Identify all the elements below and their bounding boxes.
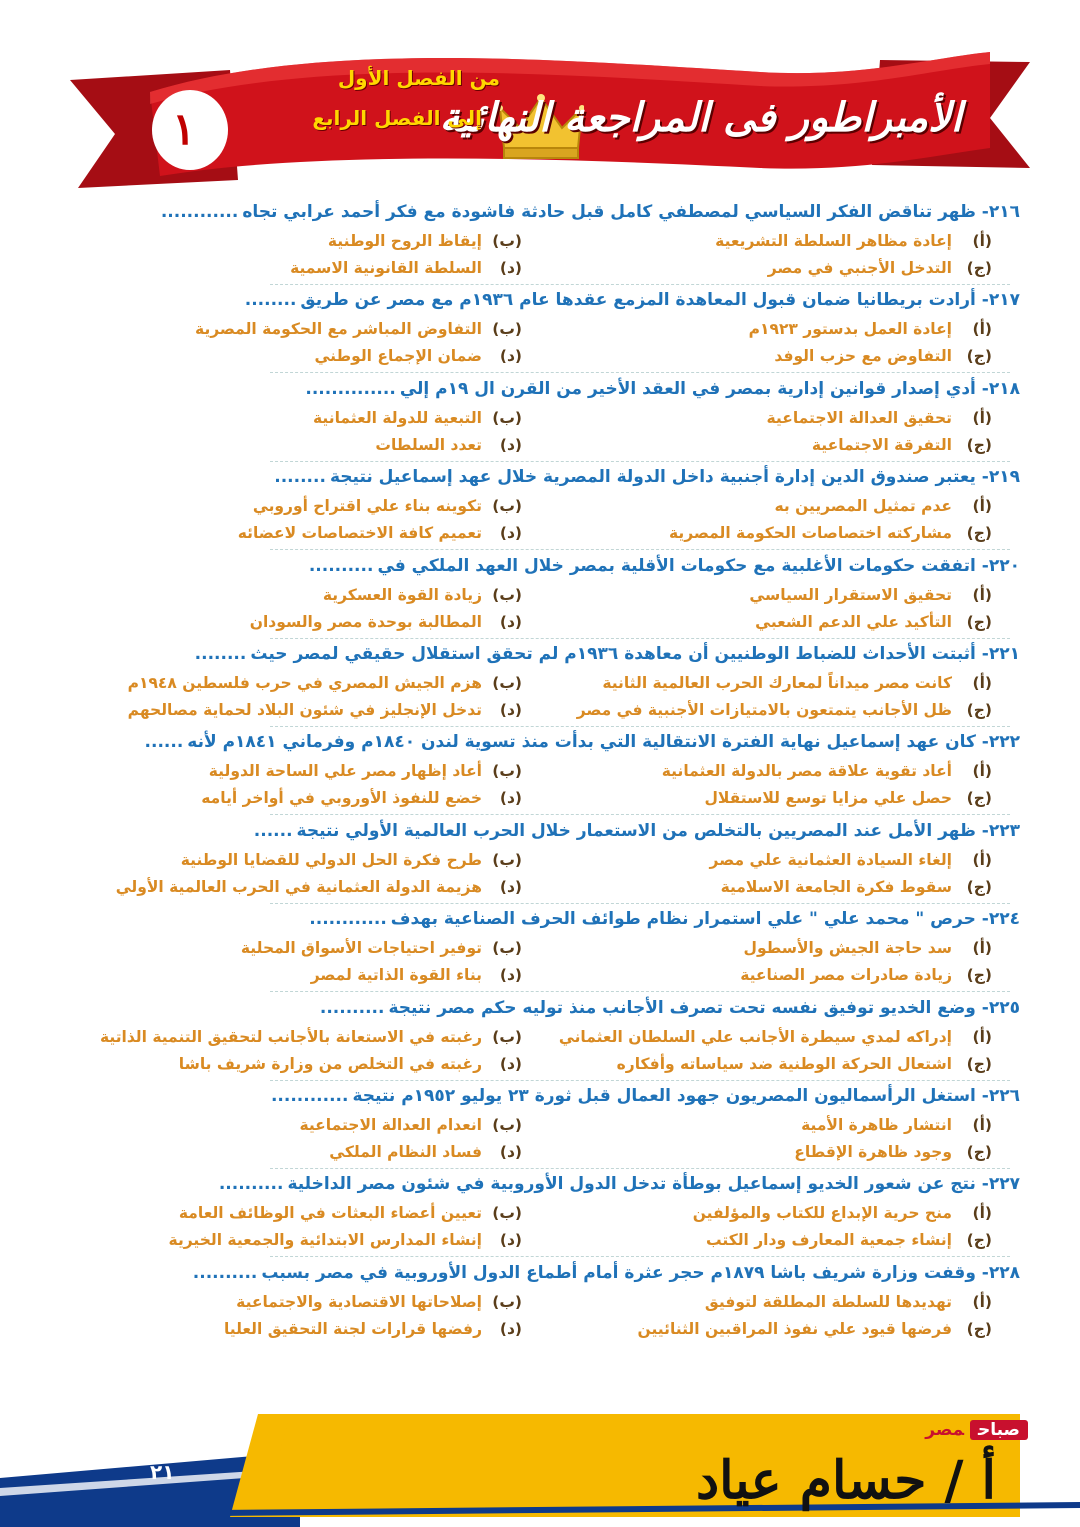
option-text: إيقاظ الروح الوطنية — [327, 232, 482, 250]
option-letter: (أ) — [972, 762, 992, 781]
option-letter: (ب) — [492, 497, 522, 516]
answer-option — [706, 1227, 992, 1253]
option-letter: (د) — [499, 524, 522, 543]
option-text: اشتعال الحركة الوطنية ضد سياساته وأفكاره — [616, 1054, 952, 1073]
answer-option — [662, 758, 992, 784]
option-letter: (د) — [499, 701, 522, 719]
question-item — [0, 815, 1080, 903]
option-letter: (ب) — [492, 585, 522, 604]
question-text: ٢١٧- أرادت بريطانيا ضمان قبول المعاهدة المزمع عقدها عام ١٩٣٦م مع مصر عن طريق — [300, 290, 1020, 311]
option-text: أعاد إظهار مصر علي الساحة الدولية — [208, 762, 482, 781]
option-letter: (أ) — [972, 1204, 992, 1223]
option-text: فساد النظام الملكي — [329, 1143, 482, 1161]
option-text: سقوط فكرة الجامعة الاسلامية — [720, 877, 952, 896]
option-letter: (د) — [499, 612, 522, 631]
option-letter: (د) — [499, 966, 522, 985]
option-letter: (أ) — [972, 1027, 992, 1046]
question-item — [0, 726, 1080, 814]
answer-option — [740, 962, 992, 988]
option-text: هزيمة الدولة العثمانية في الحرب العالمية الأولي — [115, 877, 482, 896]
option-text: تدخل الإنجليز في شئون البلاد لحماية مصالحهم — [127, 701, 482, 719]
question-item — [0, 638, 1080, 726]
question-item — [0, 196, 1080, 284]
option-text: إلغاء السيادة العثمانية علي مصر — [709, 850, 952, 869]
option-text: بناء القوة الذاتية لمصر — [310, 966, 482, 985]
option-letter: (ج) — [966, 435, 992, 454]
answer-blank: .............. — [305, 378, 396, 399]
option-letter: (ج) — [966, 1143, 992, 1161]
option-letter: (د) — [499, 1231, 522, 1250]
option-text: توفير احتياجات الأسواق المحلية — [240, 939, 482, 958]
option-text: هزم الجيش المصري في حرب فلسطين ١٩٤٨م — [127, 674, 482, 692]
page-number: ٢١ — [150, 1460, 175, 1484]
question-stem — [274, 461, 1020, 493]
option-text: تحقيق الاستقرار السياسي — [749, 585, 952, 604]
option-text: إنشاء المدارس الابتدائية والجمعية الخيرية — [168, 1231, 482, 1250]
option-text: ظل الأجانب يتمتعون بالامتيازات الأجنبية في مصر — [576, 701, 952, 719]
question-text: ٢١٨- أدي إصدار قوانين إدارية بمصر في العقد الأخير من القرن ال ١٩م إلي — [399, 378, 1020, 399]
option-text: تعميم كافة الاختصاصات لاعضائه — [237, 524, 482, 543]
question-stem — [254, 815, 1020, 847]
option-letter: (ب) — [492, 408, 522, 427]
option-text: تكوينه بناء علي اقتراح أوروبي — [252, 497, 482, 516]
option-letter: (أ) — [972, 1292, 992, 1311]
option-text: منح حرية الإبداع للكتاب والمؤلفين — [692, 1204, 952, 1223]
question-text: ٢٢٢- كان عهد إسماعيل نهاية الفترة الانتقالية التي بدأت منذ تسوية لندن ١٨٤٠م وفرماني ١٨٤١م لأنه — [187, 732, 1020, 753]
option-letter: (ج) — [966, 612, 992, 631]
option-letter: (د) — [499, 789, 522, 808]
question-stem — [193, 1257, 1020, 1289]
option-letter: (أ) — [972, 850, 992, 869]
option-letter: (ب) — [492, 232, 522, 250]
answer-blank: ...... — [253, 820, 293, 841]
option-letter: (أ) — [972, 408, 992, 427]
option-letter: (د) — [499, 259, 522, 277]
answer-option — [224, 1316, 522, 1342]
answer-option — [313, 405, 522, 431]
answer-option — [209, 758, 522, 784]
question-text: ٢٢٨- وقفت وزارة شريف باشا ١٨٧٩م حجر عثرة أمام أطماع الدول الأوروبية في مصر بسبب — [261, 1262, 1020, 1283]
answer-blank: ............ — [160, 202, 239, 222]
option-letter: (ب) — [492, 1292, 522, 1311]
option-letter: (ج) — [966, 701, 992, 719]
answer-option — [195, 316, 522, 342]
option-letter: (ب) — [492, 674, 522, 692]
question-stem — [219, 1168, 1020, 1200]
brand-logo-part2: مصر — [925, 1420, 964, 1440]
option-text: التفرقة الاجتماعية — [811, 435, 952, 454]
option-text: أعاد تقوية علاقة مصر بالدولة العثمانية — [661, 762, 952, 781]
option-text: انعدام العدالة الاجتماعية — [299, 1116, 482, 1134]
option-text: إنشاء جمعية المعارف ودار الكتب — [705, 1231, 952, 1250]
answer-option — [767, 405, 993, 431]
option-text: التفاوض مع حزب الوفد — [774, 347, 952, 366]
answer-option — [329, 1139, 522, 1165]
answer-blank: ........ — [244, 290, 297, 311]
answer-option — [577, 697, 992, 723]
answer-option — [128, 697, 522, 723]
question-stem — [245, 284, 1020, 316]
answer-blank: .......... — [192, 1262, 258, 1283]
answer-option — [721, 874, 992, 900]
question-text: ٢٢٠- اتفقت حكومات الأغلبية مع حكومات الأقلية بمصر خلال العهد الملكي في — [377, 555, 1020, 576]
option-text: السلطة القانونية الاسمية — [290, 259, 482, 277]
answer-option — [169, 1227, 522, 1253]
option-text: حصل علي مزايا توسع للاستقلال — [704, 789, 952, 808]
question-text: ٢٢٦- استغل الرأسماليون المصريون جهود العمال قبل ثورة ٢٣ يوليو ١٩٥٢م نتيجة — [352, 1086, 1020, 1106]
option-letter: (ج) — [966, 1231, 992, 1250]
option-letter: (ج) — [966, 966, 992, 985]
question-stem — [161, 196, 1020, 228]
option-letter: (أ) — [972, 585, 992, 604]
answer-option — [311, 962, 522, 988]
option-letter: (ب) — [492, 850, 522, 869]
question-item — [0, 1168, 1080, 1256]
answer-option — [812, 432, 992, 458]
option-text: رغبته في التخلص من وزارة شريف باشا — [178, 1054, 482, 1073]
option-letter: (ج) — [966, 259, 992, 277]
answer-blank: ............ — [309, 909, 387, 930]
question-item — [0, 1080, 1080, 1168]
question-item — [0, 903, 1080, 991]
question-text: ٢٢٥- وضع الخديو توفيق نفسه تحت تصرف الأجانب منذ توليه حكم مصر نتيجة — [388, 997, 1020, 1018]
answer-option — [179, 1200, 522, 1226]
question-stem — [305, 373, 1020, 405]
question-stem — [320, 992, 1020, 1024]
option-text: التأكيد علي الدعم الشعبي — [755, 612, 952, 631]
option-letter: (ج) — [966, 1054, 992, 1073]
option-letter: (ج) — [966, 789, 992, 808]
option-text: ضمان الإجماع الوطني — [314, 347, 482, 366]
option-text: انتشار ظاهرة الأمية — [801, 1116, 952, 1134]
answer-option — [669, 520, 992, 546]
option-letter: (د) — [499, 1143, 522, 1161]
brand-logo — [925, 1417, 1028, 1443]
question-text: ٢١٦- ظهر تناقض الفكر السياسي لمصطفي كامل قبل حادثة فاشودة مع فكر أحمد عرابي تجاه — [242, 202, 1020, 222]
answer-option — [116, 874, 522, 900]
option-letter: (ج) — [966, 877, 992, 896]
option-text: زيادة القوة العسكرية — [322, 585, 482, 604]
answer-option — [749, 316, 992, 342]
question-text: ٢١٩- يعتبر صندوق الدين إدارة أجنبية داخل الدولة المصرية خلال عهد إسماعيل نتيجة — [329, 467, 1020, 488]
option-letter: (ب) — [492, 1027, 522, 1046]
option-letter: (د) — [499, 1319, 522, 1338]
option-letter: (أ) — [972, 939, 992, 958]
chapter-range-end: إلى الفصل الرابع — [312, 106, 482, 130]
question-stem — [271, 1080, 1020, 1112]
option-text: خضع للنفوذ الأوروبي في أواخر أيامه — [201, 789, 482, 808]
answer-option — [755, 609, 992, 635]
answer-option — [201, 785, 522, 811]
question-item — [0, 992, 1080, 1080]
answer-option — [181, 847, 522, 873]
option-text: رفضها قرارات لجنة التحقيق العليا — [223, 1319, 482, 1338]
question-item — [0, 1257, 1080, 1345]
answer-option — [100, 1024, 522, 1050]
option-letter: (ب) — [492, 1116, 522, 1134]
answer-blank: .......... — [308, 555, 374, 576]
answer-option — [768, 255, 992, 281]
option-letter: (أ) — [972, 232, 992, 250]
option-text: تعدد السلطات — [375, 435, 482, 454]
question-item — [0, 284, 1080, 372]
answer-option — [299, 1112, 522, 1138]
question-stem — [195, 638, 1020, 670]
answer-blank: ........ — [194, 644, 247, 664]
option-text: إدراكه لمدي سيطرة الأجانب علي السلطان العثماني — [558, 1027, 952, 1046]
option-letter: (د) — [499, 435, 522, 454]
answer-option — [238, 520, 522, 546]
question-stem — [309, 903, 1020, 935]
answer-option — [774, 343, 992, 369]
answer-option — [328, 228, 522, 254]
option-text: المطالبة بوحدة مصر والسودان — [249, 612, 482, 631]
option-text: مشاركته اختصاصات الحكومة المصرية — [668, 524, 952, 543]
option-text: سد حاجة الجيش والأسطول — [743, 939, 952, 958]
answer-blank: ...... — [144, 732, 184, 753]
option-letter: (ب) — [492, 939, 522, 958]
answer-option — [236, 1289, 522, 1315]
option-letter: (أ) — [972, 674, 992, 692]
option-text: التدخل الأجنبي في مصر — [767, 259, 952, 277]
answer-option — [602, 670, 992, 696]
question-item — [0, 550, 1080, 638]
answer-option — [704, 785, 992, 811]
option-letter: (ج) — [966, 347, 992, 366]
option-letter: (ب) — [492, 1204, 522, 1223]
page-header — [0, 0, 1080, 200]
page-title: الأمبراطور فى المراجعة النهائية — [439, 94, 962, 141]
answer-option — [715, 228, 992, 254]
option-letter: (د) — [499, 1054, 522, 1073]
answer-option — [290, 255, 522, 281]
page-footer — [0, 1412, 1080, 1527]
answer-option — [559, 1024, 992, 1050]
option-letter: (ج) — [966, 524, 992, 543]
answer-option — [744, 935, 993, 961]
option-text: وجود ظاهرة الإقطاع — [794, 1143, 952, 1161]
answer-option — [705, 1289, 992, 1315]
option-text: كانت مصر ميداناً لمعارك الحرب العالمية الثانية — [602, 674, 952, 692]
chapter-range-start: من الفصل الأول — [337, 66, 500, 90]
answer-blank: .......... — [319, 997, 385, 1018]
option-letter: (أ) — [972, 320, 992, 339]
answer-blank: ............ — [270, 1086, 349, 1106]
option-text: تحقيق العدالة الاجتماعية — [766, 408, 952, 427]
answer-option — [323, 582, 522, 608]
answer-option — [710, 847, 992, 873]
answer-option — [315, 343, 523, 369]
option-text: تهديدها للسلطة المطلقة لتوفيق — [704, 1292, 952, 1311]
answer-option — [617, 1051, 992, 1077]
option-letter: (ب) — [492, 762, 522, 781]
option-text: التفاوض المباشر مع الحكومة المصرية — [195, 320, 482, 339]
option-text: إعادة العمل بدستور ١٩٢٣م — [748, 320, 952, 339]
answer-option — [794, 1139, 992, 1165]
question-stem — [309, 550, 1020, 582]
option-text: رغبته في الاستعانة بالأجانب لتحقيق التنمية الذاتية — [99, 1027, 482, 1046]
question-text: ٢٢٣- ظهر الأمل عند المصريين بالتخلص من الاستعمار خلال الحرب العالمية الأولي نتيجة — [296, 820, 1020, 841]
answer-blank: ........ — [274, 467, 326, 488]
question-text: ٢٢١- أثبتت الأحداث للضباط الوطنيين أن معاهدة ١٩٣٦م لم تحقق استقلال حقيقي لمصر حيث — [250, 644, 1020, 664]
answer-option — [241, 935, 522, 961]
option-letter: (ب) — [492, 320, 522, 339]
part-number: ١ — [172, 104, 196, 155]
answer-option — [774, 493, 992, 519]
brand-logo-part1: صباح — [970, 1420, 1028, 1440]
answer-option — [749, 582, 992, 608]
option-text: إعادة مظاهر السلطة التشريعية — [715, 232, 952, 250]
option-text: عدم تمثيل المصريين به — [774, 497, 952, 516]
answer-option — [375, 432, 522, 458]
answer-option — [253, 493, 522, 519]
answer-option — [250, 609, 522, 635]
option-text: طرح فكرة الحل الدولي للقضايا الوطنية — [180, 850, 482, 869]
option-letter: (أ) — [972, 497, 992, 516]
answer-option — [638, 1316, 992, 1342]
answer-option — [179, 1051, 522, 1077]
option-letter: (أ) — [972, 1116, 992, 1134]
question-text: ٢٢٤- حرص " محمد علي " علي استمرار نظام طوائف الحرف الصناعية بهدف — [390, 909, 1020, 930]
option-text: التبعية للدولة العثمانية — [313, 408, 482, 427]
option-text: تعيين أعضاء البعثات في الوظائف العامة — [178, 1204, 482, 1223]
question-item — [0, 461, 1080, 549]
answer-blank: .......... — [218, 1174, 284, 1195]
option-letter: (د) — [499, 347, 522, 366]
option-text: إصلاحاتها الاقتصادية والاجتماعية — [236, 1292, 482, 1311]
answer-option — [693, 1200, 992, 1226]
option-letter: (د) — [499, 877, 522, 896]
question-item — [0, 373, 1080, 461]
author-name: أ / حسام عياد — [695, 1450, 996, 1511]
option-text: زيادة صادرات مصر الصناعية — [740, 966, 952, 985]
question-stem — [145, 726, 1020, 758]
question-text: ٢٢٧- نتج عن شعور الخديو إسماعيل بوطأة تدخل الدول الأوروبية في شئون مصر الداخلية — [287, 1174, 1020, 1195]
option-letter: (ج) — [966, 1319, 992, 1338]
answer-option — [801, 1112, 992, 1138]
option-text: فرضها قيود علي نفوذ المراقبين الثنائيين — [637, 1319, 952, 1338]
answer-option — [128, 670, 522, 696]
